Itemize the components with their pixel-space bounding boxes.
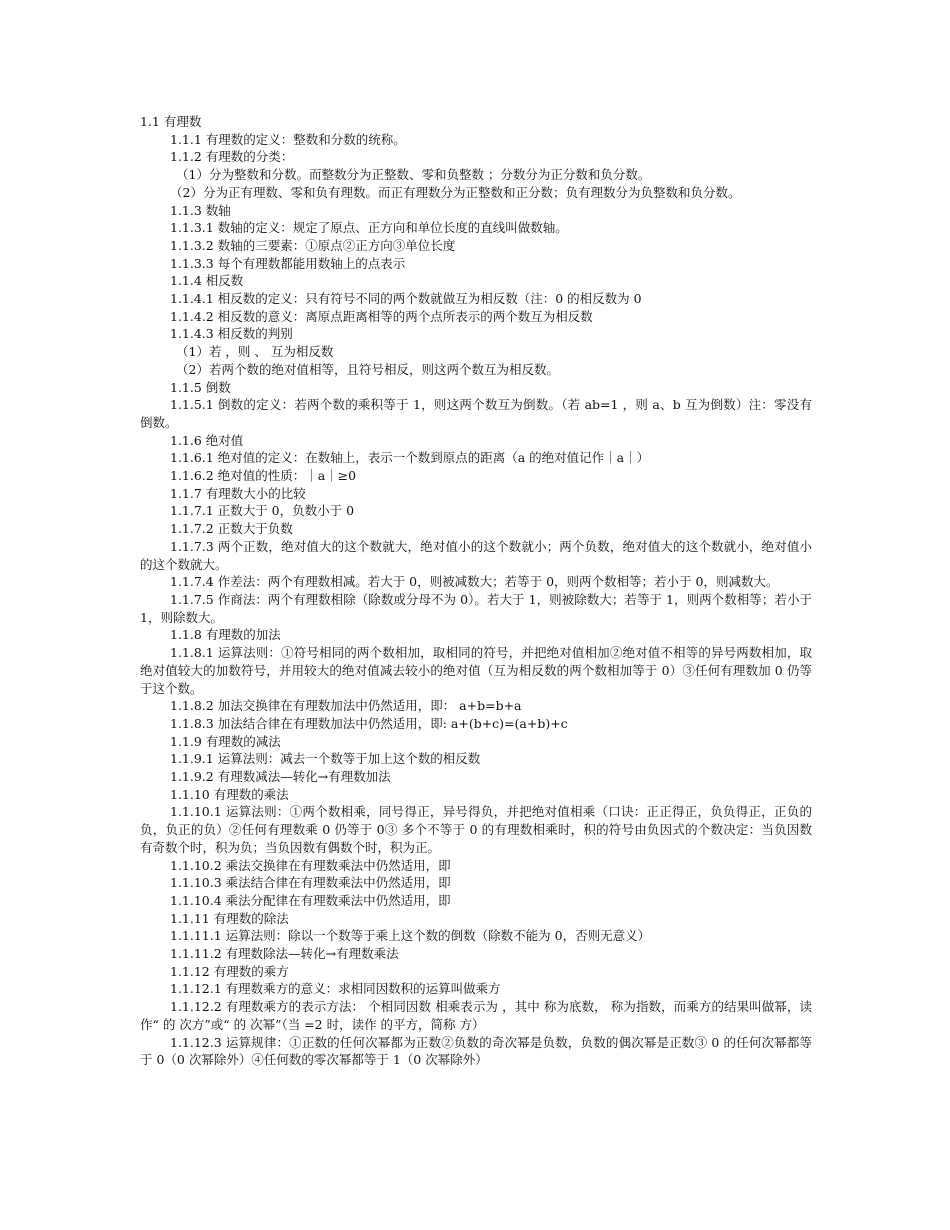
text-line: 1.1.2 有理数的分类： <box>170 149 294 165</box>
text-line: 1.1.10.4 乘法分配律在有理数乘法中仍然适用，即 <box>170 892 451 908</box>
text-line: 1.1.8.3 加法结合律在有理数加法中仍然适用，即: a+(b+c)=(a+b)+c <box>170 715 568 731</box>
text-line: 1.1.9.2 有理数减法—转化→有理数加法 <box>170 769 391 785</box>
text-line: 1.1.9 有理数的减法 <box>170 733 281 749</box>
text-line: 1.1.4.2 相反数的意义：离原点距离相等的两个点所表示的两个数互为相反数 <box>170 308 593 324</box>
text-paragraph: 1.1.10.1 运算法则：①两个数相乘，同号得正，异号得负，并把绝对值相乘（口诀：正正得正，负负得正，正负的负，负正的负）②任何有理数乘 0 仍等于 0③ 多个不等于 0 的有理数相乘时，积的符号由负因式的个数决定：当负因数有奇数个时，积为负；当负因数有偶数个时，积为正。 <box>140 804 812 855</box>
text-line: 1.1.4.3 相反数的判别 <box>170 326 293 342</box>
text-line: 1.1.3.3 每个有理数都能用数轴上的点表示 <box>170 255 406 271</box>
text-line: 1.1.4 相反数 <box>170 273 244 289</box>
text-line: 1.1.7 有理数大小的比较 <box>170 485 306 501</box>
text-line: 1.1.3 数轴 <box>170 202 231 218</box>
text-line: 1.1.5 倒数 <box>170 379 231 395</box>
text-paragraph: 1.1.7.3 两个正数，绝对值大的这个数就大，绝对值小的这个数就小；两个负数，绝对值大的这个数就小，绝对值小的这个数就大。 <box>140 538 812 572</box>
text-line: （2）若两个数的绝对值相等，且符号相反，则这两个数互为相反数。 <box>176 361 559 377</box>
text-line: 1.1.8 有理数的加法 <box>170 627 281 643</box>
text-line: （1）若 ，则 、 互为相反数 <box>176 344 334 360</box>
text-line: 1.1.6.2 绝对值的性质：｜a｜≥0 <box>170 468 357 484</box>
section-heading: 1.1 有理数 <box>140 114 202 129</box>
text-line: 1.1.10 有理数的乘法 <box>170 786 289 802</box>
text-line: 1.1.6.1 绝对值的定义：在数轴上，表示一个数到原点的距离（a 的绝对值记作｜a｜） <box>170 450 650 466</box>
text-line: 1.1.10.3 乘法结合律在有理数乘法中仍然适用，即 <box>170 875 451 891</box>
text-line: 1.1.4.1 相反数的定义：只有符号不同的两个数就做互为相反数（注：0 的相反数为 0 <box>170 291 642 307</box>
text-line: 1.1.12.1 有理数乘方的意义：求相同因数积的运算叫做乘方 <box>170 981 501 997</box>
text-paragraph: 1.1.7.4 作差法：两个有理数相减。若大于 0，则被减数大；若等于 0，则两个数相等；若小于 0，则减数大。 <box>170 574 779 590</box>
text-line: 1.1.3.2 数轴的三要素：①原点②正方向③单位长度 <box>170 237 456 253</box>
text-line: 1.1.3.1 数轴的定义：规定了原点、正方向和单位长度的直线叫做数轴。 <box>170 220 568 236</box>
text-line: （1）分为整数和分数。而整数分为正整数、零和负整数 ；分数分为正分数和负分数。 <box>176 167 651 183</box>
text-paragraph: 1.1.8.1 运算法则：①符号相同的两个数相加，取相同的符号，并把绝对值相加②绝对值不相等的异号两数相加，取绝对值较大的加数符号，并用较大的绝对值减去较小的绝对值（互为相反数的两个数相加等于 0）③任何有理数加 0 仍等于这个数。 <box>140 645 812 696</box>
text-line: 1.1.11 有理数的除法 <box>170 910 289 926</box>
text-paragraph: 1.1.5.1 倒数的定义：若两个数的乘积等于 1，则这两个数互为倒数。（若 ab=1 ，则 a、b 互为倒数）注：零没有倒数。 <box>140 397 812 430</box>
text-line: 1.1.7.1 正数大于 0，负数小于 0 <box>170 503 355 519</box>
text-paragraph: 1.1.7.5 作商法：两个有理数相除（除数或分母不为 0）。若大于 1，则被除数大；若等于 1，则两个数相等；若小于 1，则除数大。 <box>140 591 812 625</box>
text-line: 1.1.12 有理数的乘方 <box>170 963 289 979</box>
text-line: 1.1.9.1 运算法则：减去一个数等于加上这个数的相反数 <box>170 751 481 767</box>
text-line: 1.1.10.2 乘法交换律在有理数乘法中仍然适用，即 <box>170 857 451 873</box>
text-paragraph: 1.1.12.2 有理数乘方的表示方法： 个相同因数 相乘表示为 ，其中 称为底数， 称为指数，而乘方的结果叫做幂，读作“ 的 次方”或“ 的 次幂”（当 =2 时，读作 的平方，简称 方） <box>140 999 812 1032</box>
text-line: 1.1.11.1 运算法则：除以一个数等于乘上这个数的倒数（除数不能为 0，否则无意义） <box>170 928 651 944</box>
text-line: 1.1.7.2 正数大于负数 <box>170 521 293 537</box>
text-line: 1.1.6 绝对值 <box>170 432 244 448</box>
text-line: 1.1.8.2 加法交换律在有理数加法中仍然适用，即： a+b=b+a <box>170 698 522 714</box>
text-line: 1.1.1 有理数的定义：整数和分数的统称。 <box>170 131 406 147</box>
text-line: 1.1.11.2 有理数除法—转化→有理数乘法 <box>170 946 399 962</box>
text-paragraph: 1.1.12.3 运算规律：①正数的任何次幂都为正数②负数的奇次幂是负数，负数的偶次幂是正数③ 0 的任何次幂都等于 0（0 次幂除外）④任何数的零次幂都等于 1（0 次幂除外） <box>140 1034 812 1068</box>
text-paragraph: （2）分为正有理数、零和负有理数。而正有理数分为正整数和正分数；负有理数分为负整数和负分数。 <box>170 184 741 200</box>
document-body <box>140 113 812 1069</box>
